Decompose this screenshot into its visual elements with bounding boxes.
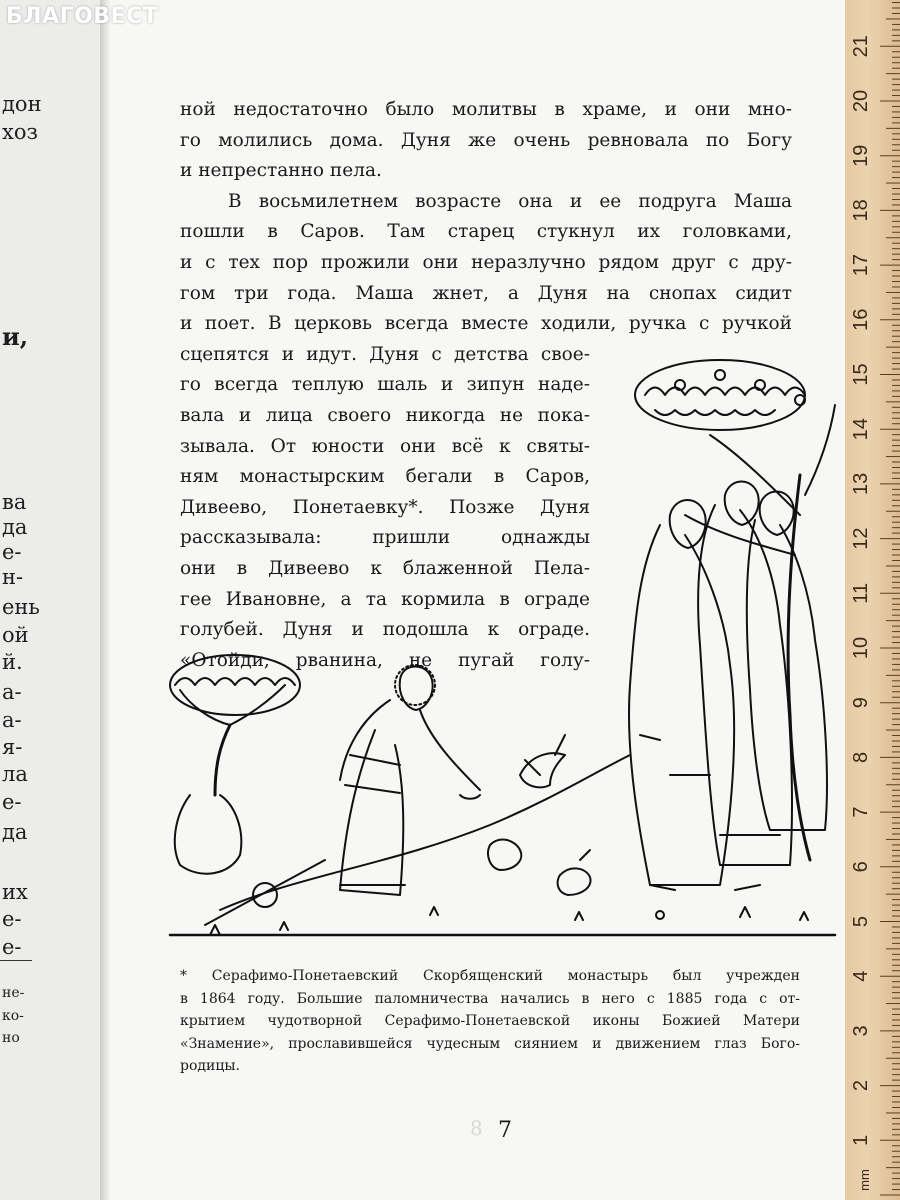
ruler-number: 4 xyxy=(850,970,872,982)
ruler-number: 9 xyxy=(850,697,872,709)
left-page-text-fragment: я- xyxy=(2,735,23,759)
left-page-text-fragment: ой xyxy=(2,623,29,647)
footnote-line: в 1864 году. Большие паломничества начались в него с 1885 года с от- xyxy=(180,990,800,1007)
bleed-through-page-number: 8 xyxy=(470,1116,483,1140)
text-line: рассказывала: пришли однажды xyxy=(180,527,590,549)
store-watermark: БЛАГОВЕСТ xyxy=(6,4,159,29)
left-footnote-rule xyxy=(0,960,32,961)
footnote xyxy=(180,965,800,1078)
left-page-text-fragment: но xyxy=(2,1030,20,1046)
left-page-text-fragment: е- xyxy=(2,540,22,564)
left-page-text-fragment: ва xyxy=(2,490,27,514)
ruler-number: 1 xyxy=(850,1134,872,1146)
text-line: го всегда теплую шаль и зипун наде- xyxy=(180,374,590,396)
book-spine xyxy=(100,0,110,1200)
ruler-number: 6 xyxy=(850,861,872,873)
left-page-text-fragment: е- xyxy=(2,790,22,814)
page-number: 7 xyxy=(498,1118,512,1143)
text-line: они в Дивеево к блаженной Пела- xyxy=(180,557,590,579)
ruler-number: 20 xyxy=(850,89,872,113)
ruler-number: 14 xyxy=(850,418,872,441)
text-line: «Отойди, рванина, не пугай голу- xyxy=(180,649,590,671)
tree-right xyxy=(635,360,835,860)
doves xyxy=(488,735,590,895)
text-line: Дивеево, Понетаевку*. Позже Дуня xyxy=(180,496,590,518)
text-line: гом три года. Маша жнет, а Дуня на снопах сидит xyxy=(180,282,792,304)
ruler-number: 16 xyxy=(850,308,872,331)
left-page-fragment xyxy=(0,0,100,1200)
ruler-number: 15 xyxy=(850,363,872,386)
ruler-number: 21 xyxy=(850,35,872,58)
left-page-text-fragment: а- xyxy=(2,708,22,732)
text-line: сцепятся и идут. Дуня с детства свое- xyxy=(180,343,590,365)
left-page-text-fragment: ко- xyxy=(2,1008,24,1024)
left-page-text-fragment: дон xyxy=(2,92,42,116)
wooden-ruler xyxy=(845,0,900,1200)
ruler-number: 11 xyxy=(850,582,872,604)
group-of-women xyxy=(629,482,827,891)
left-page-text-fragment: их xyxy=(2,880,28,904)
left-page-text-fragment: хоз xyxy=(2,120,38,144)
ruler-number: 10 xyxy=(850,636,872,660)
text-line: и с тех пор прожили они неразлучно рядом друг с дру- xyxy=(180,251,792,273)
ruler-unit-label: mm xyxy=(857,1169,872,1191)
ruler-number: 13 xyxy=(850,472,872,496)
ruler-number: 12 xyxy=(850,527,872,550)
left-page-text-fragment: й. xyxy=(2,650,23,674)
left-page-text-fragment: ень xyxy=(2,595,40,619)
line-art-illustration xyxy=(160,355,845,945)
ruler-number: 3 xyxy=(850,1025,872,1037)
left-page-text-fragment: да xyxy=(2,820,28,844)
text-line: пошли в Саров. Там старец стукнул их головками, xyxy=(180,221,792,243)
text-line: ням монастырским бегали в Саров, xyxy=(180,466,590,488)
ruler-number: 7 xyxy=(850,806,872,818)
footnote-line: родицы. xyxy=(180,1058,240,1074)
ruler-number: 5 xyxy=(850,915,872,928)
left-page-text-fragment: да xyxy=(2,515,28,539)
left-page-text-fragment: е- xyxy=(2,907,22,931)
left-page-text-fragment: не- xyxy=(2,985,25,1001)
text-line: го молились дома. Дуня же очень ревновала по Богу xyxy=(180,129,792,151)
left-page-text-fragment: е- xyxy=(2,935,22,959)
text-line: В восьмилетнем возрасте она и ее подруга Маша xyxy=(228,190,792,212)
ruler-number: 19 xyxy=(850,144,872,167)
footnote-line: * Серафимо-Понетаевский Скорбященский монастырь был учрежден xyxy=(180,968,800,984)
tree-left xyxy=(170,655,300,874)
ruler-number: 8 xyxy=(850,751,872,763)
ruler-scale xyxy=(845,0,900,1200)
text-line: ной недостаточно было молитвы в храме, и они мно- xyxy=(180,99,792,120)
ruler-number: 17 xyxy=(850,253,872,277)
left-page-text-fragment: и, xyxy=(2,322,29,351)
footnote-line: крытием чудотворной Серафимо-Понетаевской иконы Божией Матери xyxy=(180,1013,800,1029)
text-line: вала и лица своего никогда не пока- xyxy=(180,404,590,426)
left-page-text-fragment: а- xyxy=(2,680,22,704)
text-line: и непрестанно пела. xyxy=(180,160,382,182)
figure-dunya xyxy=(340,665,480,895)
footnote-line: «Знамение», прославившейся чудесным сиянием и движением глаз Бого- xyxy=(180,1035,800,1052)
ruler-number: 18 xyxy=(850,199,872,222)
left-page-text-fragment: н- xyxy=(2,565,24,589)
text-line: голубей. Дуня и подошла к ограде. xyxy=(180,619,590,641)
ruler-number: 2 xyxy=(850,1080,872,1092)
text-line: зывала. От юности они всё к святы- xyxy=(180,435,590,457)
left-page-text-fragment: ла xyxy=(2,762,28,786)
text-line: гее Ивановне, а та кормила в ограде xyxy=(180,588,590,610)
text-line: и поет. В церковь всегда вместе ходили, ручка с ручкой xyxy=(180,313,792,335)
